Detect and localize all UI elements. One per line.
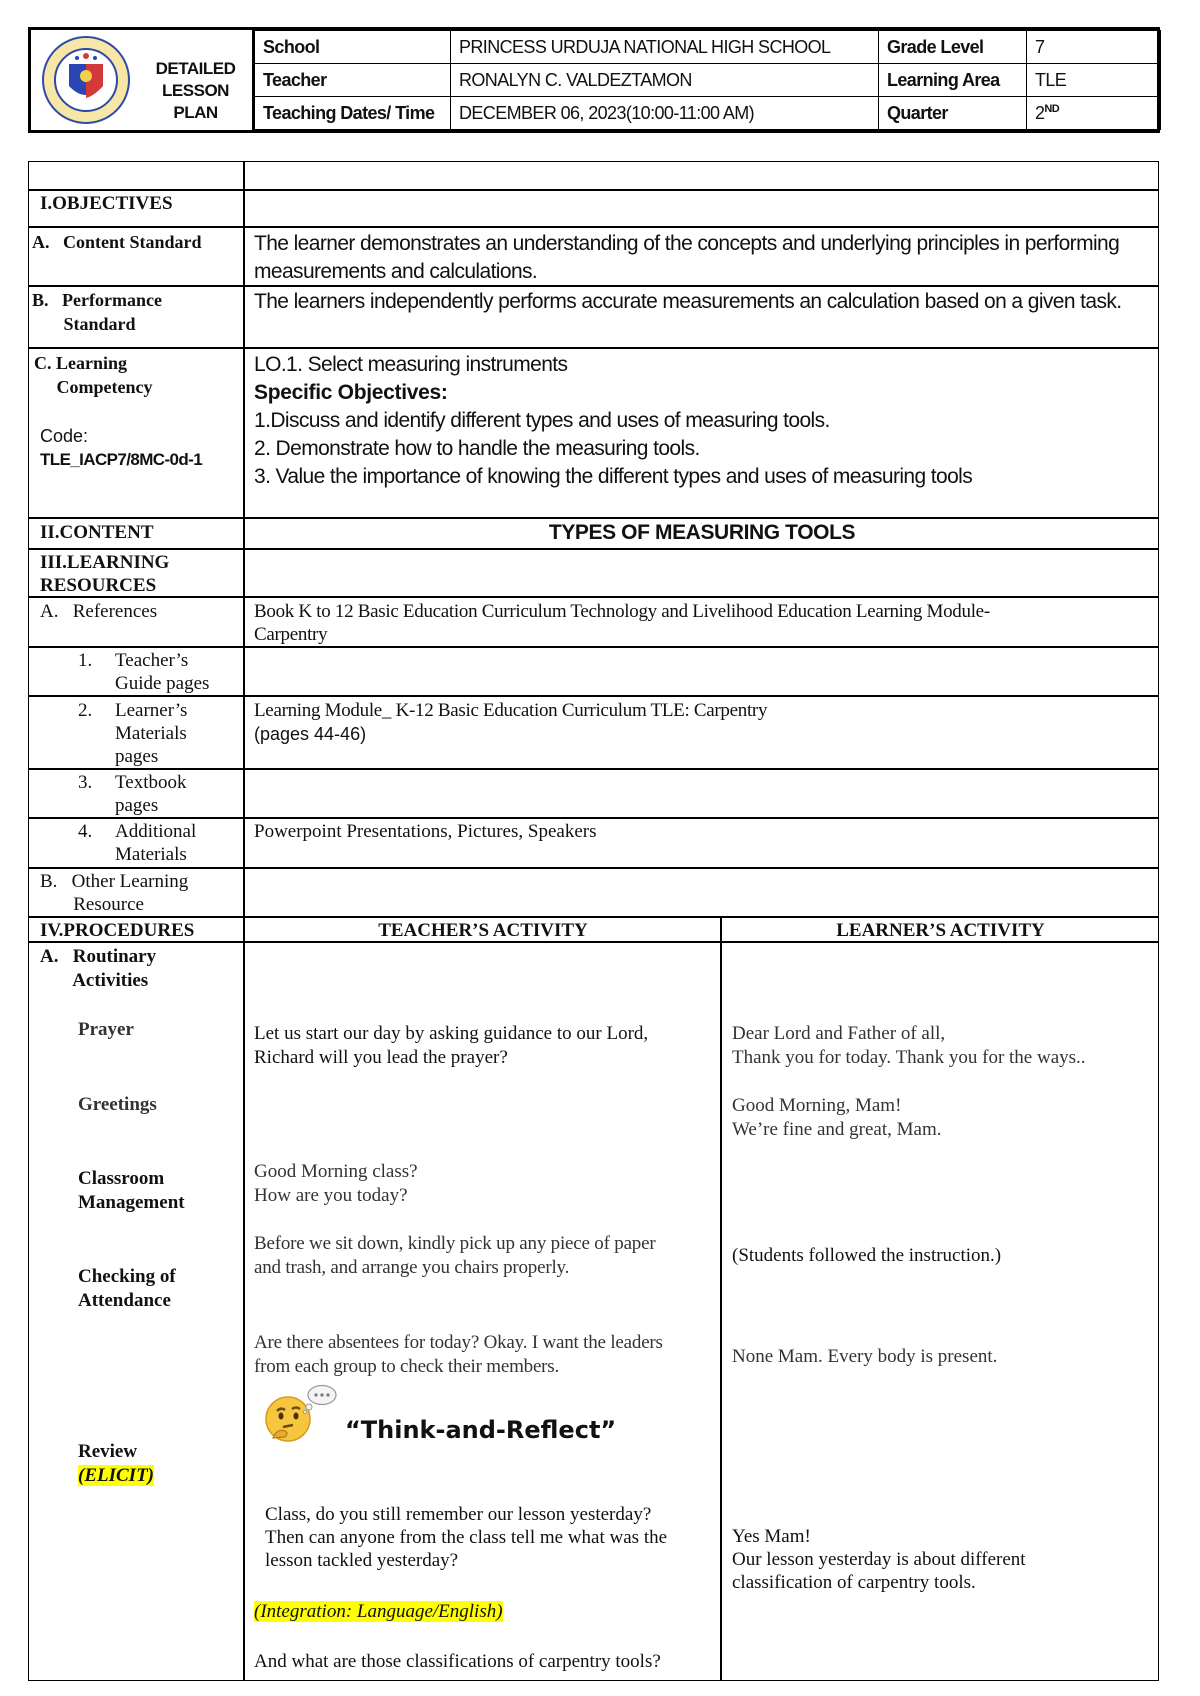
teacher-value: RONALYN C. VALDEZTAMON <box>451 64 879 97</box>
teachers-guide-num: 1. <box>78 650 93 671</box>
row-rule <box>28 695 1159 697</box>
specific-objective-3: 3. Value the importance of knowing the different types and uses of measuring tools <box>254 465 973 488</box>
header-row-dates <box>255 97 1161 130</box>
teacher-prayer-text: Let us start our day by asking guidance to our Lord, Richard will you lead the prayer? <box>254 1023 649 1068</box>
learners-materials-pages: (pages 44-46) <box>254 724 367 744</box>
content-heading: II.CONTENT <box>40 522 154 543</box>
teacher-classifications-text: And what are those classifications of carpentry tools? <box>254 1651 661 1672</box>
teacher-review-text: Class, do you still remember our lesson yesterday? Then can anyone from the class tell me what was the lesson tackled yesterday? <box>265 1504 668 1571</box>
row-rule <box>28 768 1159 770</box>
teacher-classroom-text: Before we sit down, kindly pick up any piece of paper and trash, and arrange you chairs properly. <box>254 1233 656 1278</box>
activity-divider <box>720 917 722 1681</box>
learner-activity-heading: LEARNER’S ACTIVITY <box>836 920 1045 941</box>
prayer-label: Prayer <box>78 1019 134 1040</box>
row-rule <box>28 817 1159 819</box>
specific-objectives-heading: Specific Objectives: <box>254 381 448 404</box>
learning-outcome: LO.1. Select measuring instruments <box>254 353 568 376</box>
content-title: TYPES OF MEASURING TOOLS <box>548 521 856 544</box>
row-rule <box>28 226 1159 228</box>
grade-level-value: 7 <box>1027 31 1161 64</box>
school-value: PRINCESS URDUJA NATIONAL HIGH SCHOOL <box>451 31 879 64</box>
additional-materials-num: 4. <box>78 821 93 842</box>
learning-competency-label: C. Learning Competency <box>34 353 153 397</box>
learners-materials-num: 2. <box>78 700 93 721</box>
learner-review-text: Yes Mam! Our lesson yesterday is about different classification of carpentry tools. <box>732 1526 1026 1593</box>
document-title: DETAILED LESSON PLAN <box>155 59 236 122</box>
row-rule <box>28 347 1159 349</box>
row-rule <box>28 189 1159 191</box>
textbook-label: Textbook pages <box>115 772 187 816</box>
learning-resources-heading: III.LEARNING RESOURCES <box>40 552 170 596</box>
teaching-dates-value: DECEMBER 06, 2023(10:00-11:00 AM) <box>451 97 879 130</box>
teacher-activity-heading: TEACHER’S ACTIVITY <box>378 920 588 941</box>
integration-note: (Integration: Language/English) <box>254 1601 503 1622</box>
teachers-guide-label: Teacher’s Guide pages <box>115 650 210 694</box>
checking-attendance-label: Checking of Attendance <box>78 1266 176 1311</box>
learner-prayer-text: Dear Lord and Father of all, Thank you for today. Thank you for the ways.. <box>732 1023 1086 1068</box>
code-label: Code: <box>40 426 89 446</box>
learning-area-label: Learning Area <box>879 64 1027 97</box>
row-rule <box>28 548 1159 550</box>
additional-materials-label: Additional Materials <box>115 821 197 865</box>
greetings-label: Greetings <box>78 1094 157 1115</box>
review-label: Review <box>78 1441 138 1462</box>
header-info-table <box>254 30 1161 130</box>
integration-wrap <box>254 1600 503 1624</box>
procedures-heading: IV.PROCEDURES <box>40 920 195 941</box>
code-value: TLE_IACP7/8MC-0d-1 <box>40 450 203 469</box>
elicit-label-wrap <box>78 1464 154 1488</box>
learner-classroom-text: (Students followed the instruction.) <box>732 1245 1002 1266</box>
think-and-reflect-title: “Think-and-Reflect” <box>345 1416 617 1444</box>
performance-standard-text: The learners independently performs accurate measurements an calculation based on a given task. <box>254 290 1122 313</box>
learner-attendance-text: None Mam. Every body is present. <box>732 1346 998 1367</box>
elicit-label: (ELICIT) <box>78 1465 154 1486</box>
teacher-greetings-text: Good Morning class? How are you today? <box>254 1161 418 1206</box>
performance-standard-label: B. Performance Standard <box>32 290 162 334</box>
deped-seal-logo <box>37 34 135 126</box>
classroom-management-label: Classroom Management <box>78 1168 185 1213</box>
learners-materials-value: Learning Module_ K-12 Basic Education Curriculum TLE: Carpentry <box>254 700 768 721</box>
specific-objective-1: 1.Discuss and identify different types and uses of measuring tools. <box>254 409 830 432</box>
teaching-dates-label: Teaching Dates/ Time <box>255 97 451 130</box>
routinary-activities-label: A. Routinary Activities <box>40 946 157 991</box>
logo-cell <box>31 30 254 130</box>
lesson-plan-header <box>28 27 1160 133</box>
specific-objective-2: 2. Demonstrate how to handle the measuring tools. <box>254 437 700 460</box>
row-rule <box>28 916 1159 918</box>
additional-materials-value: Powerpoint Presentations, Pictures, Speakers <box>254 821 597 842</box>
thought-bubble-icon <box>302 1384 338 1414</box>
content-standard-text: The learner demonstrates an understanding of the concepts and underlying principles in performing measurements and calculations. <box>254 232 1120 283</box>
header-row-school <box>255 31 1161 64</box>
learner-greetings-text: Good Morning, Mam! We’re fine and great, Mam. <box>732 1095 942 1140</box>
quarter-label: Quarter <box>879 97 1027 130</box>
row-rule <box>28 867 1159 869</box>
content-standard-label: A. Content Standard <box>32 232 202 252</box>
school-label: School <box>255 31 451 64</box>
header-row-teacher <box>255 64 1161 97</box>
quarter-value <box>1027 97 1161 130</box>
references-label: A. References <box>40 601 158 622</box>
grade-level-label: Grade Level <box>879 31 1027 64</box>
row-rule <box>28 646 1159 648</box>
other-resource-label: B. Other Learning Resource <box>40 871 189 915</box>
teacher-attendance-text: Are there absentees for today? Okay. I want the leaders from each group to check their members. <box>254 1332 663 1377</box>
quarter-suffix: ND <box>1044 102 1060 115</box>
teacher-label: Teacher <box>255 64 451 97</box>
learners-materials-label: Learner’s Materials pages <box>115 700 188 767</box>
references-text: Book K to 12 Basic Education Curriculum Technology and Livelihood Education Learning Module- Carpentry <box>254 601 990 645</box>
quarter-number: 2 <box>1035 102 1045 123</box>
objectives-heading: I.OBJECTIVES <box>40 193 173 214</box>
learning-area-value: TLE <box>1027 64 1161 97</box>
textbook-num: 3. <box>78 772 93 793</box>
row-rule <box>28 596 1159 598</box>
